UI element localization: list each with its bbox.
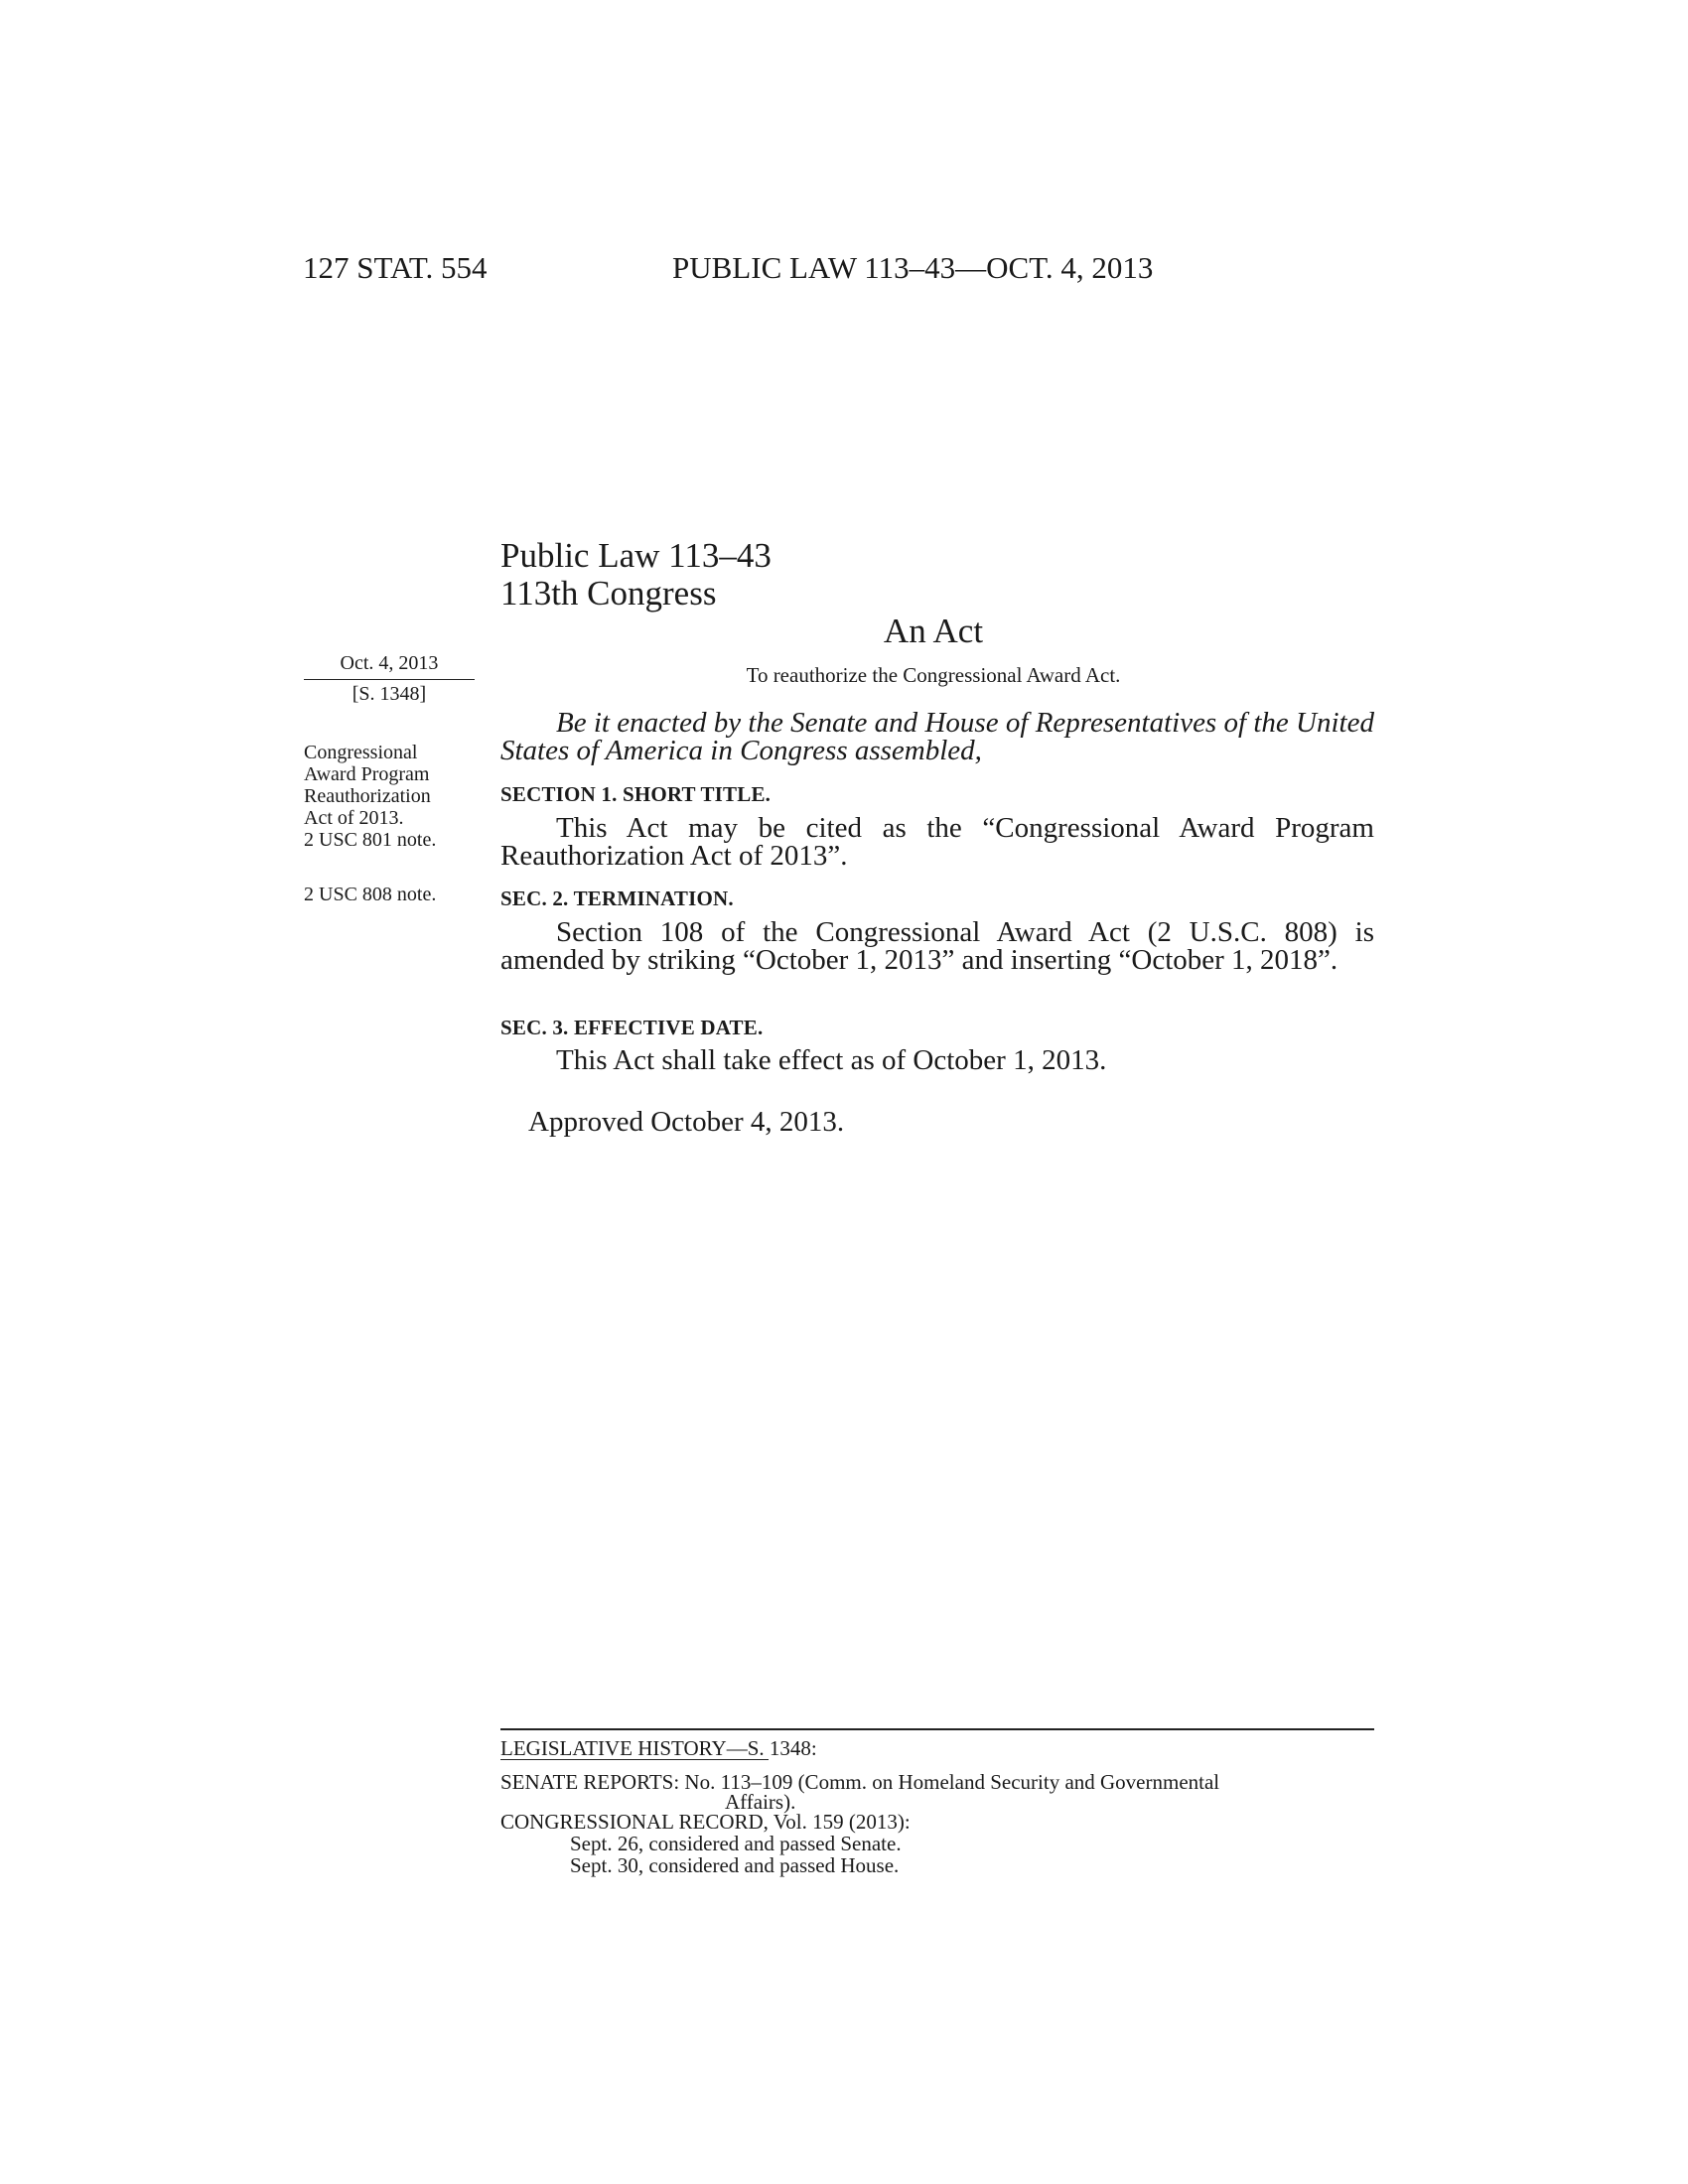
section-2-text: Section 108 of the Congressional Award Act (2 U.S.C. 808) is amended by striking “October 1, 2013” and inserting “October 1, 2018”. bbox=[500, 916, 1374, 976]
section-1-text: This Act may be cited as the “Congressional Award Program Reauthorization Act of 2013”. bbox=[500, 812, 1374, 872]
margin-bill-number: [S. 1348] bbox=[352, 683, 427, 705]
section-1-heading: SECTION 1. SHORT TITLE. bbox=[500, 782, 772, 806]
stat-page-number: 127 STAT. 554 bbox=[303, 250, 488, 285]
law-number: Public Law 113–43 bbox=[500, 536, 772, 575]
act-heading: An Act bbox=[883, 612, 984, 650]
margin-date: Oct. 4, 2013 bbox=[340, 652, 439, 674]
congress-label: 113th Congress bbox=[500, 574, 717, 613]
margin-short-title-line: Congressional bbox=[304, 742, 418, 763]
margin-short-title-note bbox=[304, 742, 483, 851]
senate-reports-line: SENATE REPORTS: No. 113–109 (Comm. on Homeland Security and Governmental bbox=[500, 1770, 1220, 1794]
legislative-history-underline bbox=[500, 1759, 769, 1760]
approval-line: Approved October 4, 2013. bbox=[528, 1106, 845, 1138]
section-3-text: This Act shall take effect as of October 1, 2013. bbox=[556, 1044, 1107, 1076]
margin-short-title-line: Award Program bbox=[304, 763, 430, 785]
act-purpose: To reauthorize the Congressional Award Act. bbox=[746, 663, 1121, 687]
margin-usc-801-note: 2 USC 801 note. bbox=[304, 829, 437, 851]
congressional-record-line: CONGRESSIONAL RECORD, Vol. 159 (2013): bbox=[500, 1810, 911, 1834]
legislative-history-heading: LEGISLATIVE HISTORY—S. 1348: bbox=[500, 1736, 817, 1760]
enacting-clause: Be it enacted by the Senate and House of Representatives of the United States of America in Congress assembled, bbox=[500, 707, 1374, 766]
margin-short-title-line: Act of 2013. bbox=[304, 807, 404, 829]
margin-short-title-line: Reauthorization bbox=[304, 785, 431, 807]
record-entry: Sept. 26, considered and passed Senate. bbox=[570, 1832, 902, 1855]
margin-date-rule bbox=[304, 679, 475, 680]
senate-reports-continuation: Affairs). bbox=[725, 1790, 796, 1814]
section-2-heading: SEC. 2. TERMINATION. bbox=[500, 887, 734, 910]
footer-rule bbox=[500, 1728, 1374, 1730]
record-entry: Sept. 30, considered and passed House. bbox=[570, 1853, 900, 1877]
running-head: PUBLIC LAW 113–43—OCT. 4, 2013 bbox=[672, 250, 1154, 285]
section-3-heading: SEC. 3. EFFECTIVE DATE. bbox=[500, 1016, 764, 1039]
margin-usc-808-note: 2 USC 808 note. bbox=[304, 884, 437, 905]
